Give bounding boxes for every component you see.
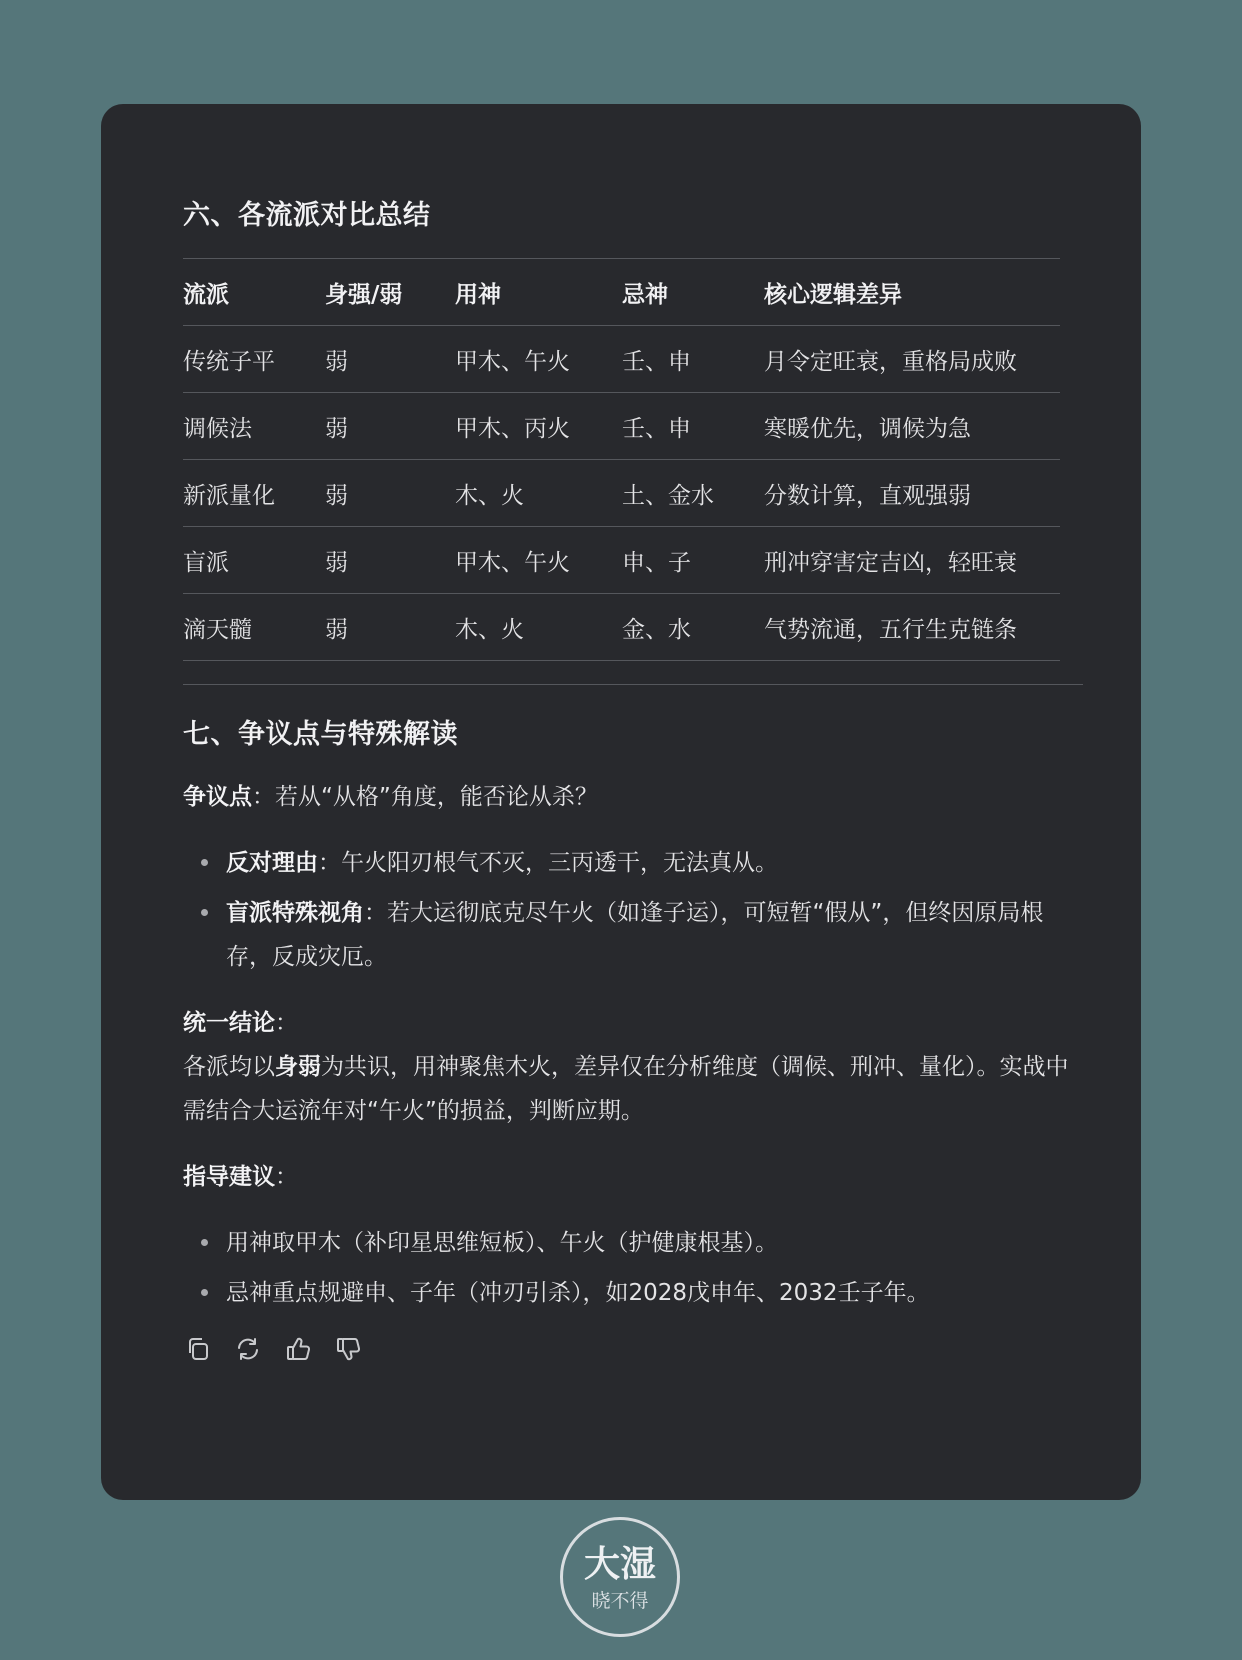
table-cell: 土、金水 [622,460,764,527]
table-cell: 滴天髓 [183,594,325,661]
table-cell: 木、火 [455,594,622,661]
copy-icon [184,1335,212,1363]
advice-list [183,1221,1083,1315]
table-header-row [183,259,1060,326]
table-cell: 木、火 [455,460,622,527]
section-6-title: 六、各流派对比总结 [183,200,431,231]
unified-pre-text: 各派均以 [183,1054,275,1080]
bullet-icon [201,1239,208,1246]
brand-logo [560,1517,680,1637]
dispute-points-list [183,841,1083,979]
table-cell: 传统子平 [183,326,325,393]
logo-main-text: 大湿 [583,1543,657,1585]
dispute-text: ：若从“从格”角度，能否论从杀？ [252,784,598,810]
table-cell: 分数计算，直观强弱 [764,460,1060,527]
column-header: 身强/弱 [325,259,455,326]
logo-mark [563,1520,677,1634]
regenerate-icon [234,1335,262,1363]
point-text: ：午火阳刃根气不灭，三丙透干，无法真从。 [318,850,778,876]
thumbs-down-button[interactable] [333,1334,363,1364]
table-cell: 甲木、午火 [455,527,622,594]
table-cell: 壬、申 [622,326,764,393]
unified-bold-text: 身弱 [275,1054,321,1080]
table-cell: 刑冲穿害定吉凶，轻旺衰 [764,527,1060,594]
advice-text: 忌神重点规避申、子年（冲刃引杀），如2028戊申年、2032壬子年。 [226,1280,930,1306]
advice-label [183,1155,1083,1199]
list-item [183,1221,1083,1265]
table-cell: 月令定旺衰，重格局成败 [764,326,1060,393]
comparison-table [183,258,1060,661]
table-cell: 弱 [325,594,455,661]
regenerate-button[interactable] [233,1334,263,1364]
table-row [183,594,1060,661]
table-cell: 弱 [325,460,455,527]
advice-text: 用神取甲木（补印星思维短板）、午火（护健康根基）。 [226,1230,778,1256]
message-actions [183,1333,1083,1365]
bullet-icon [201,859,208,866]
column-header: 用神 [455,259,622,326]
column-header: 流派 [183,259,325,326]
table-cell: 气势流通，五行生克链条 [764,594,1060,661]
message-card [101,104,1141,1500]
table-cell: 甲木、丙火 [455,393,622,460]
bullet-icon [201,1289,208,1296]
message-content [183,194,1083,1365]
point-label: 盲派特殊视角 [226,900,364,926]
table-cell: 申、子 [622,527,764,594]
table-cell: 弱 [325,393,455,460]
colon-text: ： [275,1010,298,1036]
dispute-label: 争议点 [183,784,252,810]
dispute-paragraph [183,775,1083,819]
table-cell: 调候法 [183,393,325,460]
unified-conclusion-label [183,1001,1083,1045]
advice-label-text: 指导建议 [183,1164,275,1190]
thumbs-down-icon [334,1335,362,1363]
thumbs-up-button[interactable] [283,1334,313,1364]
table-cell: 盲派 [183,527,325,594]
colon-text: ： [275,1164,298,1190]
copy-button[interactable] [183,1334,213,1364]
table-cell: 寒暖优先，调候为急 [764,393,1060,460]
table-cell: 金、水 [622,594,764,661]
table-cell: 甲木、午火 [455,326,622,393]
table-row [183,326,1060,393]
list-item [183,1271,1083,1315]
list-item [183,841,1083,885]
table-row [183,527,1060,594]
logo-sub-text: 晓不得 [591,1590,649,1612]
list-item [183,891,1083,979]
column-header: 核心逻辑差异 [764,259,1060,326]
unified-conclusion-text [183,1045,1083,1133]
bullet-icon [201,909,208,916]
thumbs-up-icon [284,1335,312,1363]
table-row [183,393,1060,460]
point-label: 反对理由 [226,850,318,876]
table-cell: 弱 [325,326,455,393]
point-text: ：若大运彻底克尽午火（如逢子运），可短暂“假从”，但终因原局根存，反成灾厄。 [226,900,1044,970]
table-cell: 壬、申 [622,393,764,460]
column-header: 忌神 [622,259,764,326]
unified-label-text: 统一结论 [183,1010,275,1036]
table-cell: 新派量化 [183,460,325,527]
table-cell: 弱 [325,527,455,594]
table-row [183,460,1060,527]
section-7-title: 七、争议点与特殊解读 [183,719,458,750]
section-divider [183,684,1083,685]
unified-post-text: 为共识，用神聚焦木火，差异仅在分析维度（调候、刑冲、量化）。实战中需结合大运流年对“午火”的损益，判断应期。 [183,1054,1069,1124]
